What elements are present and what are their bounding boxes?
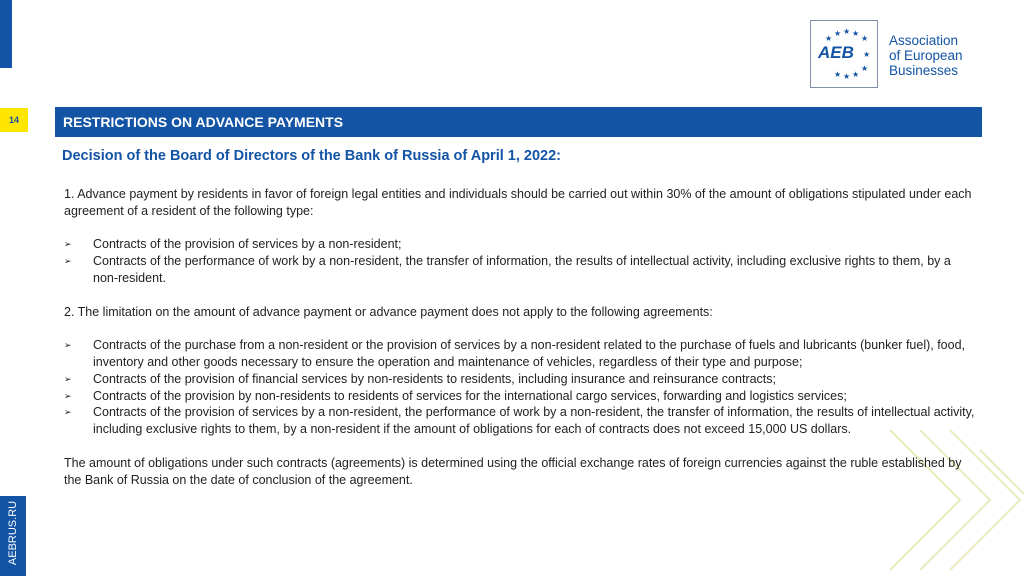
top-accent-bar: [0, 0, 12, 68]
svg-text:★: ★: [861, 34, 869, 43]
arrow-bullet-icon: ➢: [64, 256, 72, 267]
svg-text:★: ★: [852, 70, 860, 79]
logo-name: Association of European Businesses: [889, 33, 963, 78]
aeb-logo: [810, 20, 878, 88]
site-link[interactable]: AEBRUS.RU: [7, 500, 19, 566]
list-item: ➢ Contracts of the provision of financial services by non-residents to residents, including insurance and reinsurance contracts;: [64, 371, 776, 386]
arrow-bullet-icon: ➢: [64, 407, 72, 418]
decision-subtitle: Decision of the Board of Directors of the Bank of Russia of April 1, 2022:: [62, 148, 561, 164]
bullet-list-1: [64, 236, 976, 286]
slide-content: [64, 186, 976, 488]
list-item: ➢ Contracts of the performance of work by a non-resident, the transfer of information, the results of intellectual activity, including exclusive rights to them, by a non-resident.: [64, 254, 951, 285]
arrow-bullet-icon: ➢: [64, 373, 72, 384]
list-item: ➢ Contracts of the provision of services by a non-resident, the performance of work by a non-resident, the transfer of information, the results of intellectual activity, including exclusive rights to them, by a non-resident if the amount of obligations for each of contracts does not exceed 15,000 US dollars.: [64, 405, 975, 437]
arrow-bullet-icon: ➢: [64, 239, 72, 250]
svg-text:★: ★: [852, 29, 860, 38]
svg-text:★: ★: [843, 72, 851, 81]
svg-text:★: ★: [861, 64, 869, 73]
paragraph-1: 1. Advance payment by residents in favor of foreign legal entities and individuals should be carried out within 30% of the amount of obligations stipulated under each agreement of a resident of the following type:: [64, 187, 972, 218]
svg-text:★: ★: [834, 70, 842, 79]
list-item: ➢ Contracts of the provision by non-residents to residents of services for the international cargo services, forwarding and logistics services;: [64, 388, 847, 403]
paragraph-3: The amount of obligations under such contracts (agreements) is determined using the official exchange rates of foreign currencies against the ruble established by the Bank of Russia on the date of conclusion of the agreement.: [64, 455, 962, 487]
bullet-list-2: [64, 337, 976, 438]
page-number: 14: [0, 108, 28, 132]
svg-text:★: ★: [863, 50, 871, 59]
svg-text:★: ★: [825, 34, 833, 43]
arrow-bullet-icon: ➢: [64, 340, 72, 351]
svg-text:★: ★: [834, 29, 842, 38]
svg-text:★: ★: [843, 27, 851, 36]
arrow-bullet-icon: ➢: [64, 390, 72, 401]
list-item: ➢ Contracts of the purchase from a non-resident or the provision of services by a non-resident related to the purchase of fuels and lubricants (bunker fuel), food, inventory and other goods necessary to ensure the operation and maintenance of vehicles, regardless of their type and purpose;: [64, 338, 966, 369]
logo-abbreviation: AEB: [818, 43, 854, 62]
section-title: RESTRICTIONS ON ADVANCE PAYMENTS: [55, 107, 982, 137]
list-item: ➢ Contracts of the provision of services by a non-resident;: [64, 237, 402, 252]
paragraph-2: 2. The limitation on the amount of advance payment or advance payment does not apply to the following agreements:: [64, 304, 713, 319]
